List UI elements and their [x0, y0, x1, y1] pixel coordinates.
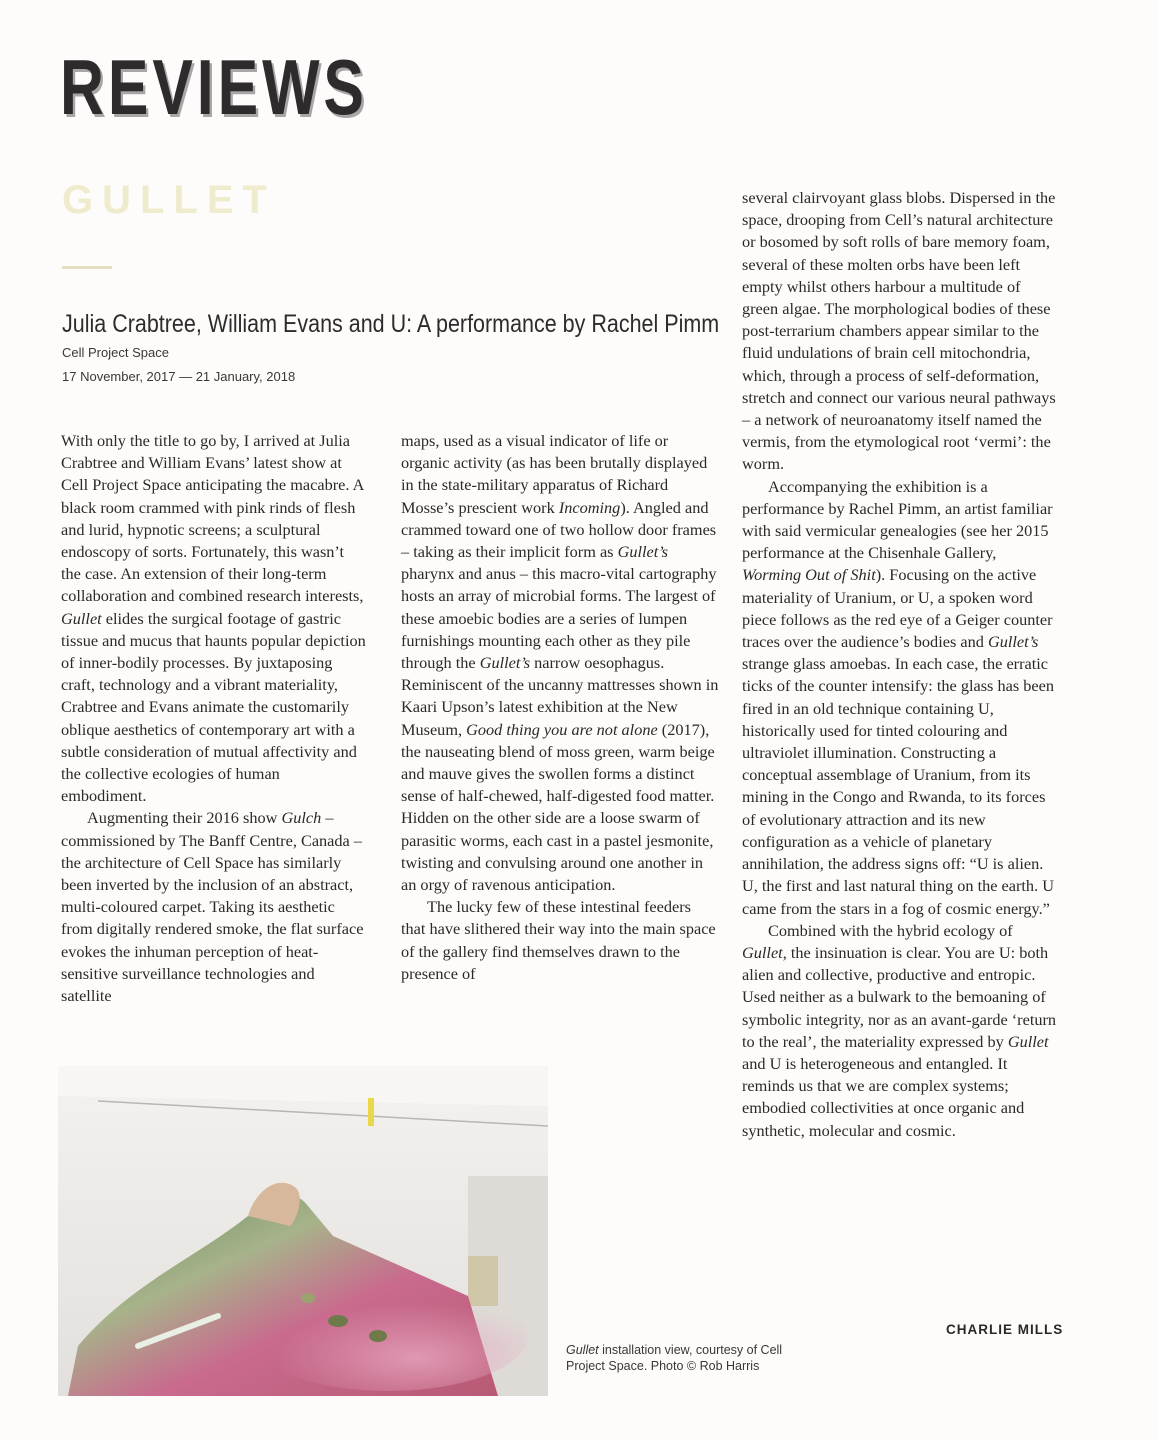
italic-title-run: Gullet	[61, 608, 102, 628]
text-run: – commissioned by The Banff Centre, Canada – the architecture of Cell Space has similarly been inverted by the inclusion of an abstract, multi-coloured carpet. Taking its aesthetic from digitally rendered smoke, the flat surface evokes the inhuman perception of heat-sensitive surveillance technologies and satellite	[61, 808, 364, 1006]
italic-title-run: Incoming	[558, 497, 621, 517]
italic-title-run: Gullet’s	[617, 542, 668, 562]
section-title: REVIEWS	[60, 43, 368, 131]
body-paragraph	[401, 430, 719, 896]
body-paragraph	[61, 807, 367, 1007]
text-run: Combined with the hybrid ecology of	[768, 920, 1013, 940]
author-byline: CHARLIE MILLS	[946, 1322, 1064, 1337]
text-run: several clairvoyant glass blobs. Dispersed in the space, drooping from Cell’s natural architecture or bosomed by soft rolls of bare memory foam, several of these molten orbs have been left empty whilst others harbour a multitude of green algae. The morphological bodies of these post-terrarium chambers appear similar to the fluid undulations of brain cell mitochondria, which, through a process of self-deformation, stretch and connect our various neural pathways – a network of neuroanatomy itself named the vermis, from the etymological root ‘vermi’: the worm.	[742, 188, 1056, 474]
text-run: strange glass amoebas. In each case, the erratic ticks of the counter intensify: the glass has been fired in an old technique containing U, historically used for tinted colouring and ultraviolet illumination. Constructing a conceptual assemblage of Uranium, from its mining in the Congo and Rwanda, to its forces of evolutionary attraction and its new configuration as a vehicle of planetary annihilation, the address signs off: “U is alien. U, the first and last natural thing on the earth. U came from the stars in a fog of cosmic energy.”	[742, 654, 1054, 918]
installation-photo	[58, 1066, 548, 1396]
venue-name: Cell Project Space	[62, 345, 169, 360]
installation-photo-illustration	[58, 1066, 548, 1396]
body-paragraph	[742, 187, 1058, 476]
italic-title-run: Good thing you are not alone	[466, 719, 658, 739]
body-paragraph	[742, 920, 1058, 1142]
text-run: and U is heterogeneous and entangled. It reminds us that we are complex systems; embodied collectivities at once organic and synthetic, molecular and cosmic.	[742, 1053, 1025, 1140]
italic-title-run: Gullet	[742, 942, 783, 962]
text-run: maps, used as a visual indicator of life or organic activity (as has been brutally displayed in the state-military apparatus of Richard Mosse’s prescient work	[401, 431, 708, 517]
article-title: GULLET	[62, 178, 276, 222]
text-run: Accompanying the exhibition is a performance by Rachel Pimm, an artist familiar with said vermicular genealogies (see her 2015 performance at the Chisenhale Gallery,	[742, 476, 1053, 563]
text-run: , the insinuation is clear. You are U: both alien and collective, productive and entropic. Used neither as a bulwark to the bemoaning of symbolic integrity, nor as an avant-garde ‘return to the real’, the materiality expressed by	[742, 942, 1057, 1051]
italic-title-run: Gullet’s	[987, 632, 1039, 652]
text-column-2	[401, 430, 719, 985]
body-paragraph	[401, 896, 719, 985]
body-paragraph	[742, 476, 1058, 920]
text-run: pharynx and anus – this macro-vital cartography hosts an array of microbial forms. The largest of these amoebic bodies are a series of lumpen furnishings mounting each other as they pile through the	[401, 564, 717, 673]
text-run: ). Focusing on the active materiality of Uranium, or U, a spoken word piece follows as the red eye of a Geiger counter traces over the audience’s bodies and	[742, 565, 1053, 652]
italic-title-run: Worming Out of Shit	[742, 565, 876, 585]
text-run: ). Angled and crammed toward one of two hollow door frames – taking as their implicit form as	[401, 497, 717, 562]
title-rule	[62, 266, 112, 269]
text-run: With only the title to go by, I arrived at Julia Crabtree and William Evans’ latest show at Cell Project Space anticipating the macabre. A black room crammed with pink rinds of flesh and lurid, hypnotic screens; a sculptural endoscopy of sorts. Fortunately, this wasn’t the case. An extension of their long-term collaboration and combined research interests,	[61, 431, 364, 606]
italic-title-run: Gulch	[281, 808, 322, 828]
text-column-3	[742, 187, 1058, 1142]
exhibition-dates: 17 November, 2017 — 21 January, 2018	[62, 369, 296, 384]
text-run: elides the surgical footage of gastric tissue and mucus that haunts popular depiction of inner-bodily processes. By juxtaposing craft, technology and a vibrant materiality, Crabtree and Evans animate the customarily oblique aesthetics of contemporary art with a subtle consideration of mutual affectivity and the collective ecologies of human embodiment.	[61, 608, 366, 806]
italic-title-run: Gullet	[1007, 1031, 1049, 1051]
caption-work-title: Gullet	[566, 1343, 599, 1357]
text-run: Augmenting their 2016 show	[87, 808, 282, 828]
text-column-1	[61, 430, 367, 1007]
body-paragraph	[61, 430, 367, 807]
text-run: The lucky few of these intestinal feeders that have slithered their way into the main space of the gallery find themselves drawn to the presence of	[401, 897, 716, 983]
photo-caption	[566, 1342, 786, 1374]
article-subtitle: Julia Crabtree, William Evans and U: A performance by Rachel Pimm	[62, 310, 720, 338]
text-run: (2017), the nauseating blend of moss green, warm beige and mauve gives the swollen forms a distinct sense of half-chewed, half-digested food matter. Hidden on the other side are a loose swarm of parasitic worms, each cast in a pastel jesmonite, twisting and convulsing around one another in an orgy of ravenous anticipation.	[401, 719, 715, 895]
text-run: narrow oesophagus. Reminiscent of the uncanny mattresses shown in Kaari Upson’s latest exhibition at the New Museum,	[401, 653, 719, 739]
caption-text: installation view, courtesy of Cell Project Space. Photo © Rob Harris	[566, 1343, 783, 1373]
italic-title-run: Gullet’s	[479, 653, 531, 673]
